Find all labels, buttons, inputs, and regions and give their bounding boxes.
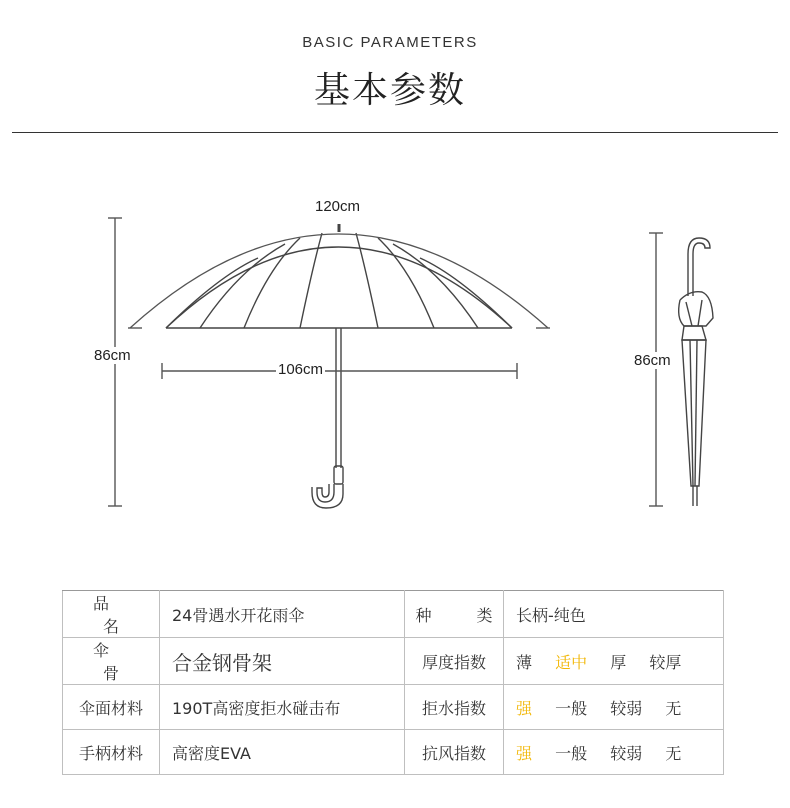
closed-umbrella-illustration	[679, 238, 713, 506]
row-label: 拒水指数	[405, 685, 504, 730]
arc-length-label: 120cm	[315, 198, 361, 215]
table-row	[63, 685, 724, 730]
section-title: 基本参数	[313, 70, 466, 111]
table-row	[63, 730, 724, 775]
parameters-table	[62, 590, 724, 775]
row-value: 高密度EVA	[160, 730, 405, 775]
rating-option: 薄	[516, 652, 533, 672]
table-row	[63, 638, 724, 685]
row-value: 合金钢骨架	[160, 638, 405, 685]
row-value: 24骨遇水开花雨伞	[160, 591, 405, 638]
rating-option-selected: 强	[516, 743, 533, 763]
rating-option: 无	[665, 698, 682, 718]
closed-height-label: 86cm	[634, 352, 671, 369]
rating-option: 一般	[555, 698, 588, 718]
rating-option: 一般	[555, 743, 588, 763]
row-label: 伞面材料	[63, 685, 160, 730]
row-value: 长柄-纯色	[504, 591, 724, 638]
rating-option: 较弱	[610, 743, 643, 763]
row-label: 种 类	[415, 605, 513, 625]
row-value: 190T高密度拒水碰击布	[160, 685, 405, 730]
rating-options	[504, 730, 724, 775]
section-subtitle: BASIC PARAMETERS	[302, 34, 478, 51]
row-label: 伞 骨	[92, 641, 139, 683]
open-umbrella-illustration	[166, 224, 512, 508]
rating-option-selected: 强	[516, 698, 533, 718]
row-label: 抗风指数	[405, 730, 504, 775]
open-width-label: 106cm	[278, 361, 324, 378]
row-label: 厚度指数	[405, 638, 504, 685]
open-height-label: 86cm	[94, 347, 131, 364]
rating-option: 无	[665, 743, 682, 763]
rating-options	[504, 638, 724, 685]
rating-options	[504, 685, 724, 730]
row-label: 品 名	[92, 594, 139, 636]
row-label: 手柄材料	[63, 730, 160, 775]
rating-option: 较厚	[649, 652, 682, 672]
table-row	[63, 591, 724, 638]
rating-option-selected: 适中	[555, 652, 588, 672]
rating-option: 较弱	[610, 698, 643, 718]
rating-option: 厚	[610, 652, 627, 672]
